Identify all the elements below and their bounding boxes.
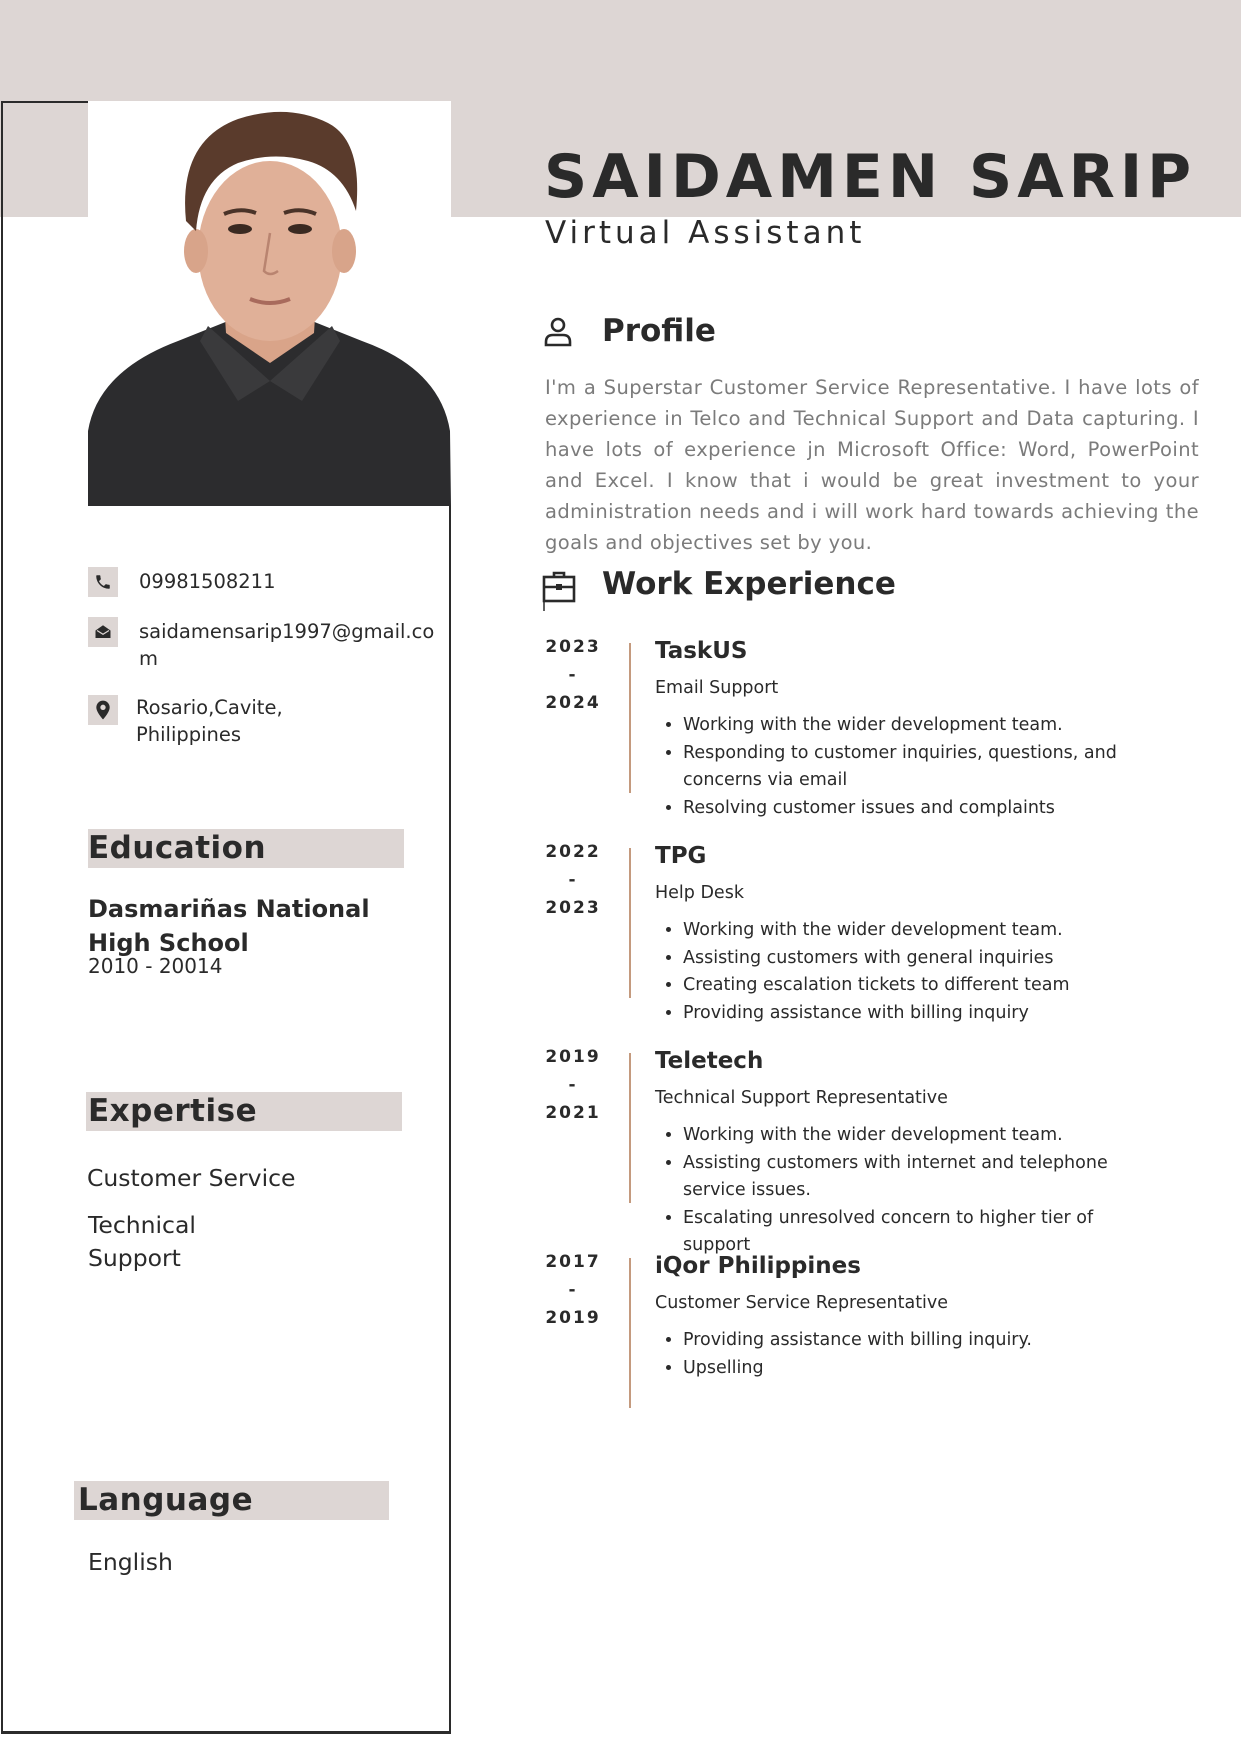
job-duty: • Working with the wider development team. bbox=[683, 917, 1123, 945]
job-company: Teletech bbox=[655, 1048, 764, 1074]
job-date-dash: - bbox=[568, 1280, 578, 1300]
job-end-year: 2024 bbox=[545, 693, 601, 713]
education-years: 2010 - 20014 bbox=[88, 954, 223, 978]
profile-photo bbox=[88, 101, 451, 506]
timeline-line bbox=[629, 848, 631, 998]
phone-number: 09981508211 bbox=[139, 570, 276, 593]
job-duties bbox=[655, 917, 1123, 1027]
job-position: Help Desk bbox=[655, 883, 744, 903]
job-duties bbox=[655, 1327, 1123, 1382]
job-end-year: 2019 bbox=[545, 1308, 601, 1328]
job-duty: • Resolving customer issues and complaints bbox=[683, 795, 1123, 823]
email-address bbox=[139, 618, 434, 672]
timeline-line bbox=[629, 1258, 631, 1408]
job-company: TaskUS bbox=[655, 638, 748, 664]
job-company: iQor Philippines bbox=[655, 1253, 861, 1279]
location-pin-icon bbox=[88, 695, 118, 725]
job-duty: • Responding to customer inquiries, questions, and concerns via email bbox=[683, 740, 1123, 795]
job-duties bbox=[655, 712, 1123, 822]
job-duty: • Escalating unresolved concern to higher tier of support bbox=[683, 1205, 1123, 1260]
job-end-year: 2023 bbox=[545, 898, 601, 918]
person-icon bbox=[541, 315, 575, 349]
email-line-1: saidamensarip1997@gmail.co bbox=[139, 620, 435, 643]
job-date-range bbox=[533, 1248, 613, 1332]
language-heading-bar bbox=[74, 1481, 389, 1520]
job-start-year: 2023 bbox=[545, 637, 601, 657]
job-duty: • Providing assistance with billing inquiry bbox=[683, 1000, 1123, 1028]
job-position: Technical Support Representative bbox=[655, 1088, 948, 1108]
briefcase-icon bbox=[542, 570, 576, 612]
job-date-range bbox=[533, 838, 613, 922]
job-duty: • Providing assistance with billing inquiry. bbox=[683, 1327, 1123, 1355]
education-heading: Education bbox=[88, 830, 267, 866]
job-date-range bbox=[533, 1043, 613, 1127]
job-date-dash: - bbox=[568, 1075, 578, 1095]
profile-heading: Profile bbox=[602, 313, 716, 349]
email-line-2: m bbox=[139, 647, 158, 670]
job-duty: • Working with the wider development team. bbox=[683, 1122, 1123, 1150]
profile-summary: I'm a Superstar Customer Service Representative. I have lots of experience in Telco and Technical Support and Data capturing. I have lots of experience jn Microsoft Office: Word, PowerPoint and Excel. I know that i would be great investment to your administration needs and i will work hard towards achieving the goals and objectives set by you. bbox=[545, 376, 1199, 554]
expertise-heading-bar bbox=[86, 1092, 402, 1131]
job-position: Customer Service Representative bbox=[655, 1293, 949, 1313]
envelope-icon bbox=[88, 617, 118, 647]
expertise-heading: Expertise bbox=[88, 1093, 258, 1129]
education-heading-bar bbox=[88, 829, 404, 868]
work-experience-heading: Work Experience bbox=[602, 566, 896, 602]
job-company: TPG bbox=[655, 843, 707, 869]
job-start-year: 2019 bbox=[545, 1047, 601, 1067]
language-item: English bbox=[88, 1548, 173, 1576]
job-duty: • Creating escalation tickets to different team bbox=[683, 972, 1123, 1000]
address bbox=[136, 694, 283, 748]
candidate-title: Virtual Assistant bbox=[545, 215, 866, 251]
timeline-line bbox=[629, 643, 631, 793]
job-duty: • Working with the wider development team. bbox=[683, 712, 1123, 740]
phone-icon bbox=[88, 567, 118, 597]
candidate-name: SAIDAMEN SARIP bbox=[544, 142, 1197, 212]
job-date-dash: - bbox=[568, 665, 578, 685]
education-school: Dasmariñas National High School bbox=[88, 895, 370, 957]
timeline-line bbox=[629, 1053, 631, 1203]
job-position: Email Support bbox=[655, 678, 779, 698]
address-line-1: Rosario,Cavite, bbox=[136, 696, 283, 719]
job-end-year: 2021 bbox=[545, 1103, 601, 1123]
job-duty: • Assisting customers with internet and telephone service issues. bbox=[683, 1150, 1123, 1205]
job-date-range bbox=[533, 633, 613, 717]
expertise-item: Customer Service bbox=[87, 1164, 296, 1192]
job-date-dash: - bbox=[568, 870, 578, 890]
job-duty: • Upselling bbox=[683, 1355, 1123, 1383]
address-line-2: Philippines bbox=[136, 723, 242, 746]
job-start-year: 2017 bbox=[545, 1252, 601, 1272]
job-start-year: 2022 bbox=[545, 842, 601, 862]
expertise-item: Technical Support bbox=[88, 1211, 196, 1272]
job-duties bbox=[655, 1122, 1123, 1260]
language-heading: Language bbox=[78, 1482, 254, 1518]
job-duty: • Assisting customers with general inquiries bbox=[683, 945, 1123, 973]
